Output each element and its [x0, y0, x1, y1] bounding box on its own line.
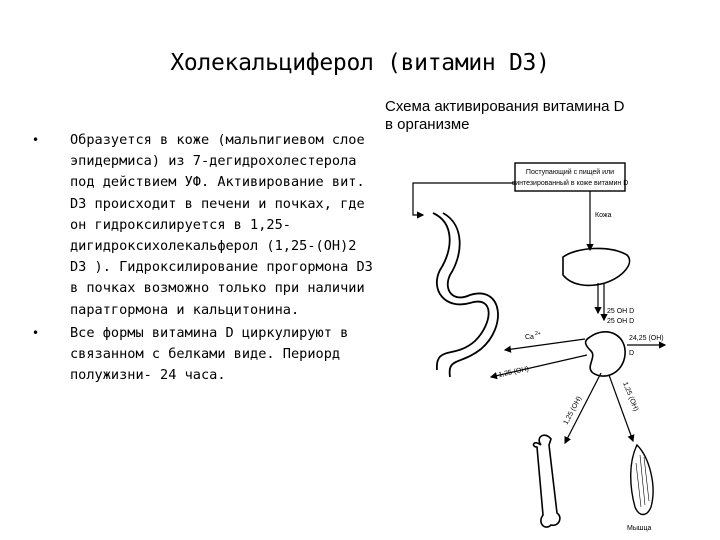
bullet-item: [28, 323, 378, 387]
skin-label: Кожа: [595, 212, 612, 219]
source-box-line-2: синтезированный в коже витамин D: [511, 180, 629, 187]
bullet-text: Образуется в коже (мальпигиевом слое эпидермиса) из 7-дегидрохолестерола под действием УФ. Активирование вит. D3 происходит в печени и почках, где он гидроксилируется в 1,25-дигидроксихолекальферол (1,25-(ОН)2 D3 ). Гидроксилирование прогормона D3 в почках возможно только при наличии паратгормона и кальцитонина.: [70, 132, 373, 318]
ca-arrow: [505, 339, 585, 350]
label-25oh-b: 25 ОН D: [607, 318, 635, 325]
label-24-25: 24,25 (ОН): [629, 335, 664, 342]
slide-title: Холекальциферол (витамин D3): [170, 50, 550, 76]
label-ca: Ca: [525, 334, 534, 341]
label-d: D: [629, 350, 635, 357]
muscle-shape: [631, 445, 653, 515]
label-125-diag2: 1,25 (ОН): [621, 381, 640, 413]
bone-shape: [534, 435, 560, 527]
caption-line-1: Схема активирования витамина D: [385, 98, 625, 115]
vitamin-d-activation-diagram: [395, 145, 705, 535]
intake-arrow: [413, 183, 515, 215]
caption-line-2: в организме: [385, 116, 470, 133]
diagram-caption: [385, 98, 685, 134]
bullet-text: Все формы витамина D циркулируют в связанном с белками виде. Периорд полужизни- 24 часа.: [70, 324, 349, 384]
liver-shape: [563, 248, 630, 285]
bullet-list: [28, 130, 378, 386]
label-125-left: 1,25 (ОН): [497, 365, 530, 379]
label-125-diag1: 1,25 (ОН): [562, 395, 584, 426]
bullet-dot: •: [32, 133, 40, 147]
label-ca-sup: 2+: [535, 331, 541, 337]
kidney-shape: [586, 332, 626, 376]
source-box-line-1: Поступающий с пищей или: [525, 169, 615, 176]
label-25oh-a: 25 ОН D: [607, 308, 635, 315]
digestive-tract: [433, 213, 489, 370]
bullet-dot: •: [32, 325, 40, 340]
bullet-item: [28, 130, 378, 321]
label-muscle: Мышца: [627, 525, 652, 532]
